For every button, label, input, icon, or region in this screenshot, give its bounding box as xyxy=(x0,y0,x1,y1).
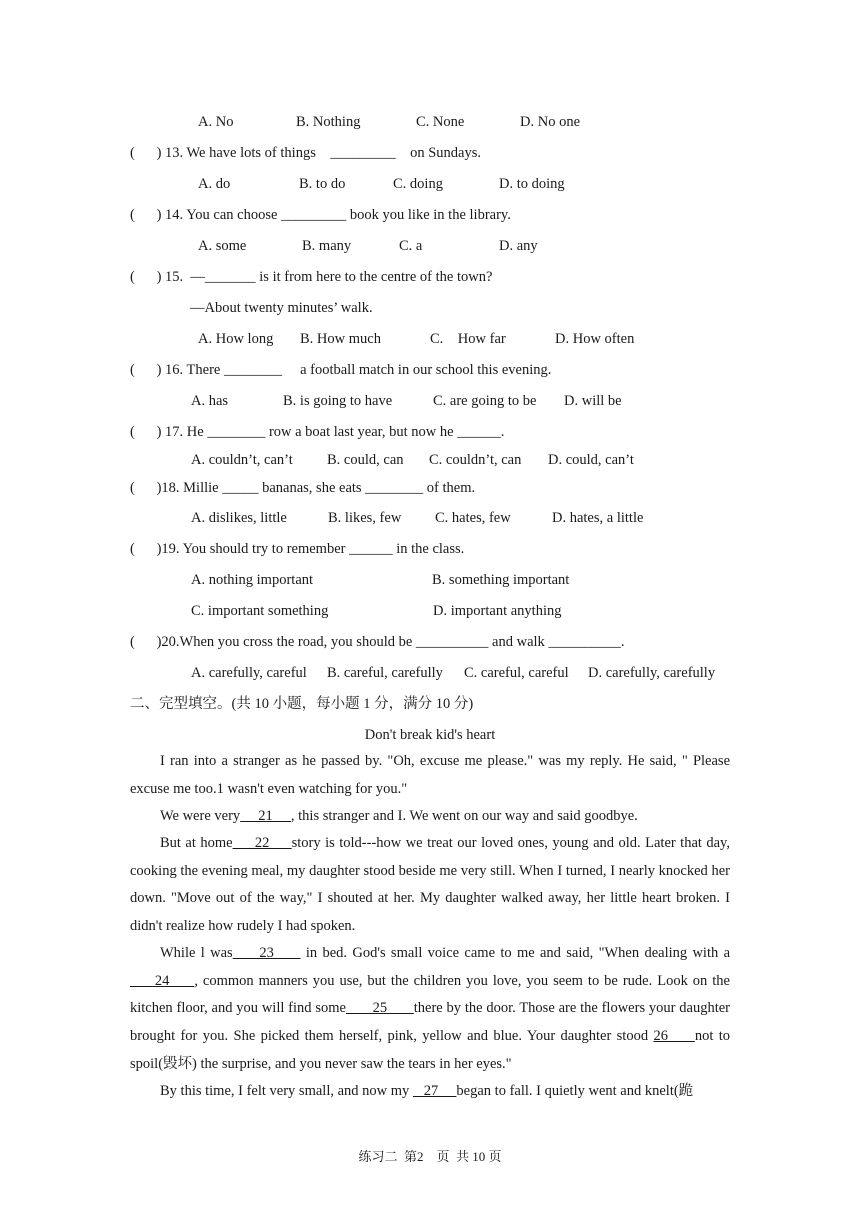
q14-option-b: B. many xyxy=(302,238,352,254)
q19-stem: ( )19. You should try to remember ______ in the class. xyxy=(130,541,465,557)
q15-reply: —About twenty minutes’ walk. xyxy=(190,300,373,316)
q16-option-a: A. has xyxy=(191,393,229,409)
paragraph-text: in bed. God's small voice came to me and said, "When dealing with a xyxy=(300,945,731,961)
q12-option-a: A. No xyxy=(198,114,234,130)
passage-title: Don't break kid's heart xyxy=(364,727,496,743)
q12-option-c: C. None xyxy=(416,114,465,130)
q18-option-a: A. dislikes, little xyxy=(191,510,287,526)
q15-option-b: B. How much xyxy=(300,331,381,347)
paragraph-text: By this time, I felt very small, and now my xyxy=(160,1083,413,1099)
page-footer: 练习二 第2 页 共 10 页 xyxy=(358,1149,502,1164)
blank-22[interactable]: 22 xyxy=(232,835,292,851)
q17-option-b: B. could, can xyxy=(327,452,404,468)
q14-option-d: D. any xyxy=(499,238,538,254)
q20-option-d: D. carefully, carefully xyxy=(588,665,716,681)
q17-option-d: D. could, can’t xyxy=(548,452,634,468)
q15-stem: ( ) 15. —_______ is it from here to the centre of the town? xyxy=(130,269,493,285)
q13-stem: ( ) 13. We have lots of things _________ on Sundays. xyxy=(130,145,481,161)
q19-option-b: B. something important xyxy=(432,572,570,588)
paragraph-text: not to spoil(毁坏) the surprise, and you never saw the tears in her eyes." xyxy=(130,1028,731,1072)
q15-option-a: A. How long xyxy=(198,331,274,347)
q16-stem: ( ) 16. There ________ a football match in our school this evening. xyxy=(130,362,552,378)
q13-option-a: A. do xyxy=(198,176,231,192)
q17-option-c: C. couldn’t, can xyxy=(429,452,522,468)
q17-option-a: A. couldn’t, can’t xyxy=(191,452,293,468)
q17-stem: ( ) 17. He ________ row a boat last year, but now he ______. xyxy=(130,424,505,440)
q14-stem: ( ) 14. You can choose _________ book you like in the library. xyxy=(130,207,511,223)
blank-25[interactable]: 25 xyxy=(345,1000,414,1017)
blank-24[interactable]: 24 xyxy=(130,972,195,989)
q15-option-d: D. How often xyxy=(555,331,635,347)
paragraph-text: , this stranger and I. We went on our way and said goodbye. xyxy=(290,808,638,824)
q16-option-b: B. is going to have xyxy=(283,393,393,409)
paragraph-text: began to fall. I quietly went and knelt(跪 xyxy=(456,1083,694,1099)
passage-paragraph-1 xyxy=(130,748,730,803)
q13-option-d: D. to doing xyxy=(499,176,565,192)
paragraph-text: While l was xyxy=(160,945,233,961)
q18-stem: ( )18. Millie _____ bananas, she eats ________ of them. xyxy=(130,480,476,496)
q12-option-d: D. No one xyxy=(520,114,581,130)
q12-option-b: B. Nothing xyxy=(296,114,361,130)
section-heading: 二、完型填空。(共 10 小题，每小题 1 分，满分 10 分) xyxy=(130,696,474,712)
paragraph-text: there by the door. Those are the flowers your daughter brought for you. She picked them herself, pink, yellow and blue. Your daughter stood xyxy=(130,1000,731,1045)
passage-paragraph-4 xyxy=(130,940,730,1079)
q18-option-d: D. hates, a little xyxy=(552,510,644,526)
blank-23[interactable]: 23 xyxy=(232,945,301,961)
q20-option-b: B. careful, carefully xyxy=(327,665,443,681)
q20-stem: ( )20.When you cross the road, you should be __________ and walk __________. xyxy=(130,634,625,650)
q16-option-d: D. will be xyxy=(564,393,622,409)
q14-option-a: A. some xyxy=(198,238,247,254)
paragraph-text: But at home xyxy=(160,835,233,851)
q13-option-c: C. doing xyxy=(393,176,443,192)
q18-option-b: B. likes, few xyxy=(328,510,402,526)
q20-option-c: C. careful, careful xyxy=(464,665,569,681)
paragraph-text: I ran into a stranger as he passed by. "Oh, excuse me please." was my reply. He said, " Please excuse me too.1 wasn't even watching for you." xyxy=(130,753,730,797)
q19-option-a: A. nothing important xyxy=(191,572,314,588)
paragraph-text: story is told---how we treat our loved ones, young and old. Later that day, cooking the evening meal, my daughter stood beside me very still. When I turned, I nearly knocked her down. "Move out of the way," I shouted at her. My daughter walked away, her little heart broken. I didn't realize how rudely I had spoken. xyxy=(130,835,730,935)
paragraph-text: We were very xyxy=(160,808,241,824)
q16-option-c: C. are going to be xyxy=(433,393,537,409)
q15-option-c: C. How far xyxy=(430,331,506,347)
q19-option-c: C. important something xyxy=(191,603,329,619)
q18-option-c: C. hates, few xyxy=(435,510,511,526)
passage-paragraph-2 xyxy=(130,803,730,831)
q20-option-a: A. carefully, careful xyxy=(191,665,307,681)
q13-option-b: B. to do xyxy=(299,176,346,192)
blank-26[interactable]: 26 xyxy=(653,1028,695,1045)
blank-21[interactable]: 21 xyxy=(240,808,291,824)
paragraph-text: , common manners you use, but the children you love, you seem to be rude. Look on the kitchen floor, and you will find some xyxy=(130,972,730,1017)
passage-paragraph-5 xyxy=(130,1078,730,1106)
q14-option-c: C. a xyxy=(399,238,423,254)
q19-option-d: D. important anything xyxy=(433,603,562,619)
blank-27[interactable]: 27 xyxy=(412,1083,457,1099)
passage-paragraph-3 xyxy=(130,830,730,941)
